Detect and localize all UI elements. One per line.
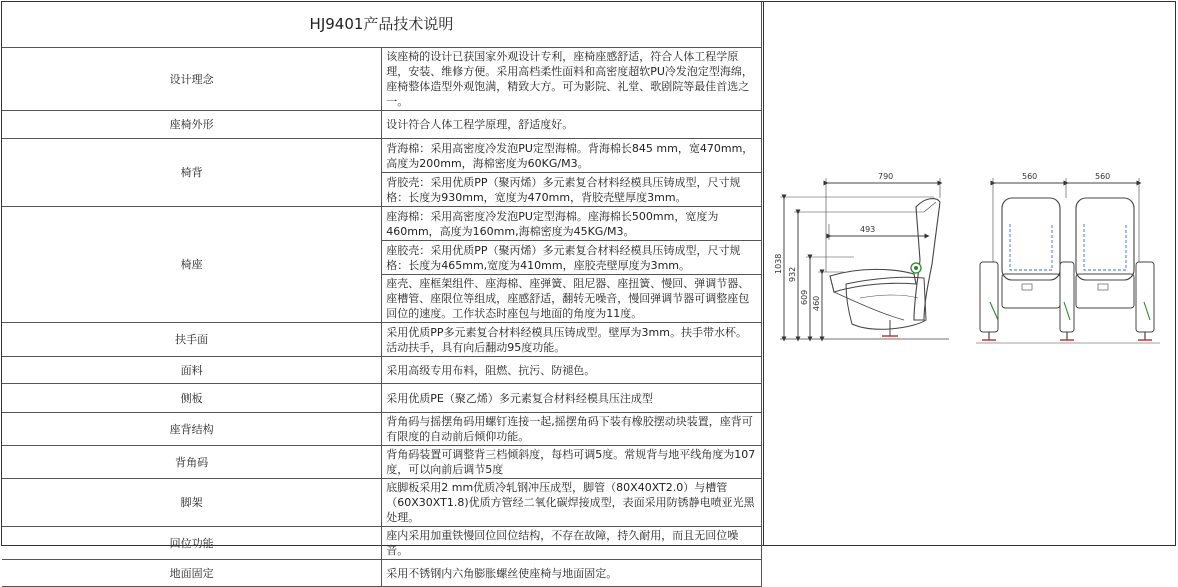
spec-row-3: [2, 139, 762, 173]
spec-label: 设计理念: [2, 48, 382, 111]
title-row: [2, 2, 762, 48]
spec-value: 采用高级专用布料，阻燃、抗污、防褪色。: [382, 357, 762, 384]
spec-label: 回位功能: [2, 527, 382, 560]
spec-label: 椅座: [2, 207, 382, 323]
spec-row-1: [2, 48, 762, 111]
spec-value: 采用优质PP多元素复合材料经模具压铸成型。壁厚为3mm。扶手带水杯。活动扶手，具有向后翻动95度功能。: [382, 323, 762, 357]
dim-back-height: 932: [788, 266, 797, 282]
spec-value: 采用优质PE（聚乙烯）多元素复合材料经模具压注成型: [382, 384, 762, 413]
spec-row-2: [2, 111, 762, 139]
spec-table: [2, 2, 762, 587]
spec-value: 背胶壳：采用优质PP（聚丙烯）多元素复合材料经模具压铸成型，尺寸规格：长度为930mm，宽度为470mm，背胶壳壁厚度3mm。: [382, 173, 762, 207]
spec-row-11: [2, 527, 762, 560]
dim-front-left-width: 560: [1022, 172, 1038, 181]
spec-row-5: [2, 323, 762, 357]
spec-row-12: [2, 560, 762, 587]
spec-label: 面料: [2, 357, 382, 384]
chair-drawing: [763, 2, 1176, 545]
spec-value: 座壳、座框架组件、座海棉、座弹簧、阻尼器、座扭簧、慢回、弹调节器、座槽管、座限位等组成，座感舒适，翻转无噪音，慢回弹调节器可调整座包回位的速度。工作状态时座包与地面的角度为11度。: [382, 275, 762, 323]
spec-row-6: [2, 357, 762, 384]
dim-side-width: 790: [878, 172, 894, 181]
spec-label: 脚架: [2, 479, 382, 527]
spec-row-7: [2, 384, 762, 413]
sheet-title: HJ9401产品技术说明: [2, 2, 762, 48]
spec-label: 背角码: [2, 446, 382, 479]
chair-drawing-svg: [764, 2, 1176, 545]
spec-value: 该座椅的设计已获国家外观设计专利，座椅座感舒适，符合人体工程学原理，安装、维修方便。采用高档柔性面料和高密度超软PU冷发泡定型海绵，座椅整体造型外观饱满，精致大方。可为影院、礼堂、歌剧院等最佳首选之一。: [382, 48, 762, 111]
spec-label: 椅背: [2, 139, 382, 207]
dim-seat-height: 460: [812, 295, 821, 311]
side-view: [780, 178, 949, 339]
dim-front-right-width: 560: [1095, 172, 1111, 181]
spec-row-8: [2, 413, 762, 446]
spec-row-10: [2, 479, 762, 527]
front-view: [976, 178, 1160, 343]
spec-label: 座背结构: [2, 413, 382, 446]
spec-value: 背角码装置可调整背三档倾斜度，每档可调5度。常规背与地平线角度为107度，可以向前后调节5度: [382, 446, 762, 479]
spec-row-9: [2, 446, 762, 479]
dim-total-height: 1038: [774, 253, 783, 274]
spec-value: 采用不锈钢内六角膨胀螺丝使座椅与地面固定。: [382, 560, 762, 587]
spec-value: 座胶壳：采用优质PP（聚丙烯）多元素复合材料经模具压铸成型，尺寸规格：长度为465mm,宽度为410mm，座胶壳壁厚度为3mm。: [382, 241, 762, 275]
spec-sheet: [1, 1, 1176, 580]
spec-row-4: [2, 207, 762, 241]
spec-value: 底脚板采用2 mm优质冷轧钢冲压成型，脚管（80X40XT2.0）与槽管（60X30XT1.8)优质方管经二氧化碳焊接成型，表面采用防锈静电喷亚光黑处理。: [382, 479, 762, 527]
spec-value: 背海棉：采用高密度冷发泡PU定型海棉。背海棉长845 mm，宽470mm，高度为200mm，海棉密度为60KG/M3。: [382, 139, 762, 173]
spec-value: 座海棉：采用高密度冷发泡PU定型海棉。座海棉长500mm，宽度为460mm，高度为160mm,海棉密度为45KG/M3。: [382, 207, 762, 241]
spec-label: 地面固定: [2, 560, 382, 587]
dim-arm-height: 609: [800, 289, 809, 305]
spec-label: 扶手面: [2, 323, 382, 357]
dim-seat-depth: 493: [860, 225, 876, 234]
spec-value: 设计符合人体工程学原理，舒适度好。: [382, 111, 762, 139]
spec-value: 背角码与摇摆角码用螺钉连接一起,摇摆角码下装有橡胶摆动块装置，座背可有限度的自动前后倾仰功能。: [382, 413, 762, 446]
spec-value: 座内采用加重铁慢回位回位结构，不存在故障，持久耐用，而且无回位噪音。: [382, 527, 762, 560]
spec-label: 侧板: [2, 384, 382, 413]
spec-label: 座椅外形: [2, 111, 382, 139]
